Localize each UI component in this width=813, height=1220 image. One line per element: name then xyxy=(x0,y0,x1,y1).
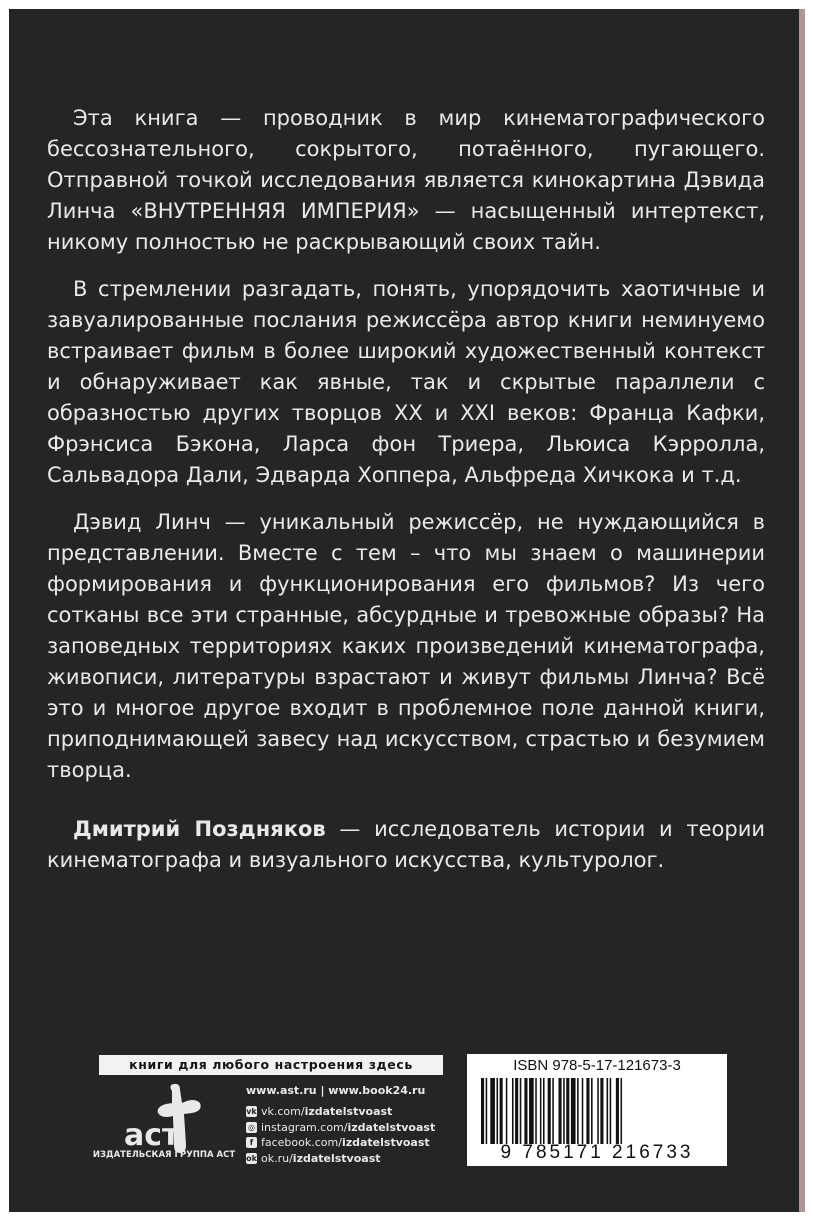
barcode-bars xyxy=(477,1078,717,1144)
publisher-name: ИЗДАТЕЛЬСКАЯ ГРУППА АСТ xyxy=(92,1150,236,1160)
barcode-stripe xyxy=(540,1078,542,1144)
barcode-stripe xyxy=(548,1078,551,1144)
paragraph-2: В стремлении разгадать, понять, упорядочить хаотичные и завуалированные послания режиссёра автор книги неминуемо встраивает фильм в более широкий художественный контекст и обнаруживает как явные, так и скрытые параллели с образностью других творцов XX и XXI веков: Франца Кафки, Фрэнсиса Бэкона, Ларса фон Триера, Льюиса Кэрролла, Сальвадора Дали, Эдварда Хоппера, Альфреда Хичкока и т.д. xyxy=(47,277,765,487)
barcode-stripe xyxy=(586,1078,589,1144)
barcode-stripe xyxy=(515,1078,518,1144)
barcode-stripe xyxy=(577,1078,579,1144)
barcode-stripe xyxy=(490,1078,495,1144)
author-name: Дмитрий Поздняков xyxy=(73,817,326,841)
spine-edge xyxy=(799,9,805,1212)
instagram-icon: ◎ xyxy=(246,1122,257,1133)
barcode-stripe xyxy=(481,1078,484,1144)
vk-icon: vk xyxy=(246,1107,257,1117)
social-link-ok[interactable] xyxy=(246,1151,435,1167)
barcode-stripe xyxy=(506,1078,508,1144)
barcode-stripe xyxy=(500,1078,503,1144)
barcode-stripe xyxy=(520,1078,522,1144)
barcode-stripe xyxy=(559,1078,562,1144)
barcode-stripe xyxy=(552,1078,554,1144)
barcode-stripe xyxy=(591,1078,593,1144)
social-links xyxy=(246,1104,435,1166)
barcode-stripe xyxy=(610,1078,612,1144)
social-link-vk[interactable] xyxy=(246,1104,435,1120)
barcode-stripe xyxy=(566,1078,569,1144)
social-prefix: ok.ru/ xyxy=(261,1151,293,1165)
social-handle: izdatelstvoast xyxy=(292,1151,381,1165)
social-handle: izdatelstvoast xyxy=(341,1136,430,1149)
annotation-text xyxy=(47,103,765,892)
barcode-stripe xyxy=(543,1078,545,1144)
barcode-stripe xyxy=(600,1078,603,1144)
social-prefix: vk.com/ xyxy=(261,1105,305,1118)
barcode-stripe xyxy=(529,1078,534,1144)
websites[interactable]: www.ast.ru | www.book24.ru xyxy=(246,1084,426,1097)
facebook-icon: f xyxy=(246,1137,257,1148)
barcode-stripe xyxy=(582,1078,584,1144)
barcode-stripe xyxy=(486,1078,488,1144)
barcode-stripe xyxy=(497,1078,499,1144)
barcode-stripe xyxy=(597,1078,599,1144)
social-handle: izdatelstvoast xyxy=(304,1105,393,1118)
barcode-stripe xyxy=(535,1078,537,1144)
social-handle: izdatelstvoast xyxy=(347,1120,436,1134)
social-prefix: instagram.com/ xyxy=(261,1120,348,1134)
paragraph-1: Эта книга — проводник в мир кинематографического бессознательного, сокрытого, потаённого, пугающего. Отправной точкой исследования является кинокартина Дэвида Линча «ВНУТРЕННЯЯ ИМПЕРИЯ» — насыщенный интертекст, никому полностью не раскрывающий своих тайн. xyxy=(47,106,765,254)
author-note xyxy=(47,814,765,876)
social-link-facebook[interactable] xyxy=(246,1135,435,1151)
barcode-stripe xyxy=(563,1078,565,1144)
barcode-stripe xyxy=(607,1078,609,1144)
barcode-panel xyxy=(467,1054,727,1166)
barcode-stripe xyxy=(621,1078,623,1144)
social-prefix: facebook.com/ xyxy=(261,1136,342,1149)
isbn-number: ISBN 978-5-17-121673-3 xyxy=(513,1057,681,1074)
author-bio: — исследователь истории и теории кинематографа и визуального искусства, культуролог. xyxy=(47,817,766,872)
barcode-stripe xyxy=(616,1078,619,1144)
odnoklassniki-icon: ok xyxy=(246,1153,257,1163)
barcode-stripe xyxy=(524,1078,527,1144)
barcode-stripe xyxy=(512,1078,514,1144)
social-link-instagram[interactable] xyxy=(246,1120,435,1136)
logo-text: аст xyxy=(124,1118,180,1153)
paragraph-3: Дэвид Линч — уникальный режиссёр, не нуждающийся в представлении. Вместе с тем – что мы знаем о машинерии формирования и функционирования его фильмов? Из чего сотканы все эти странные, абсурдные и тревожные образы? На заповедных территориях каких произведений кинематографа, живописи, литературы взрастают и живут фильмы Линча? Всё это и многое другое входит в проблемное поле данной книги, приподнимающей завесу над искусством, страстью и безумием творца. xyxy=(47,510,765,782)
tagline-banner: книги для любого настроения здесь xyxy=(99,1055,443,1075)
barcode-stripe xyxy=(571,1078,576,1144)
barcode-digits: 9 785171 216733 xyxy=(500,1142,694,1163)
